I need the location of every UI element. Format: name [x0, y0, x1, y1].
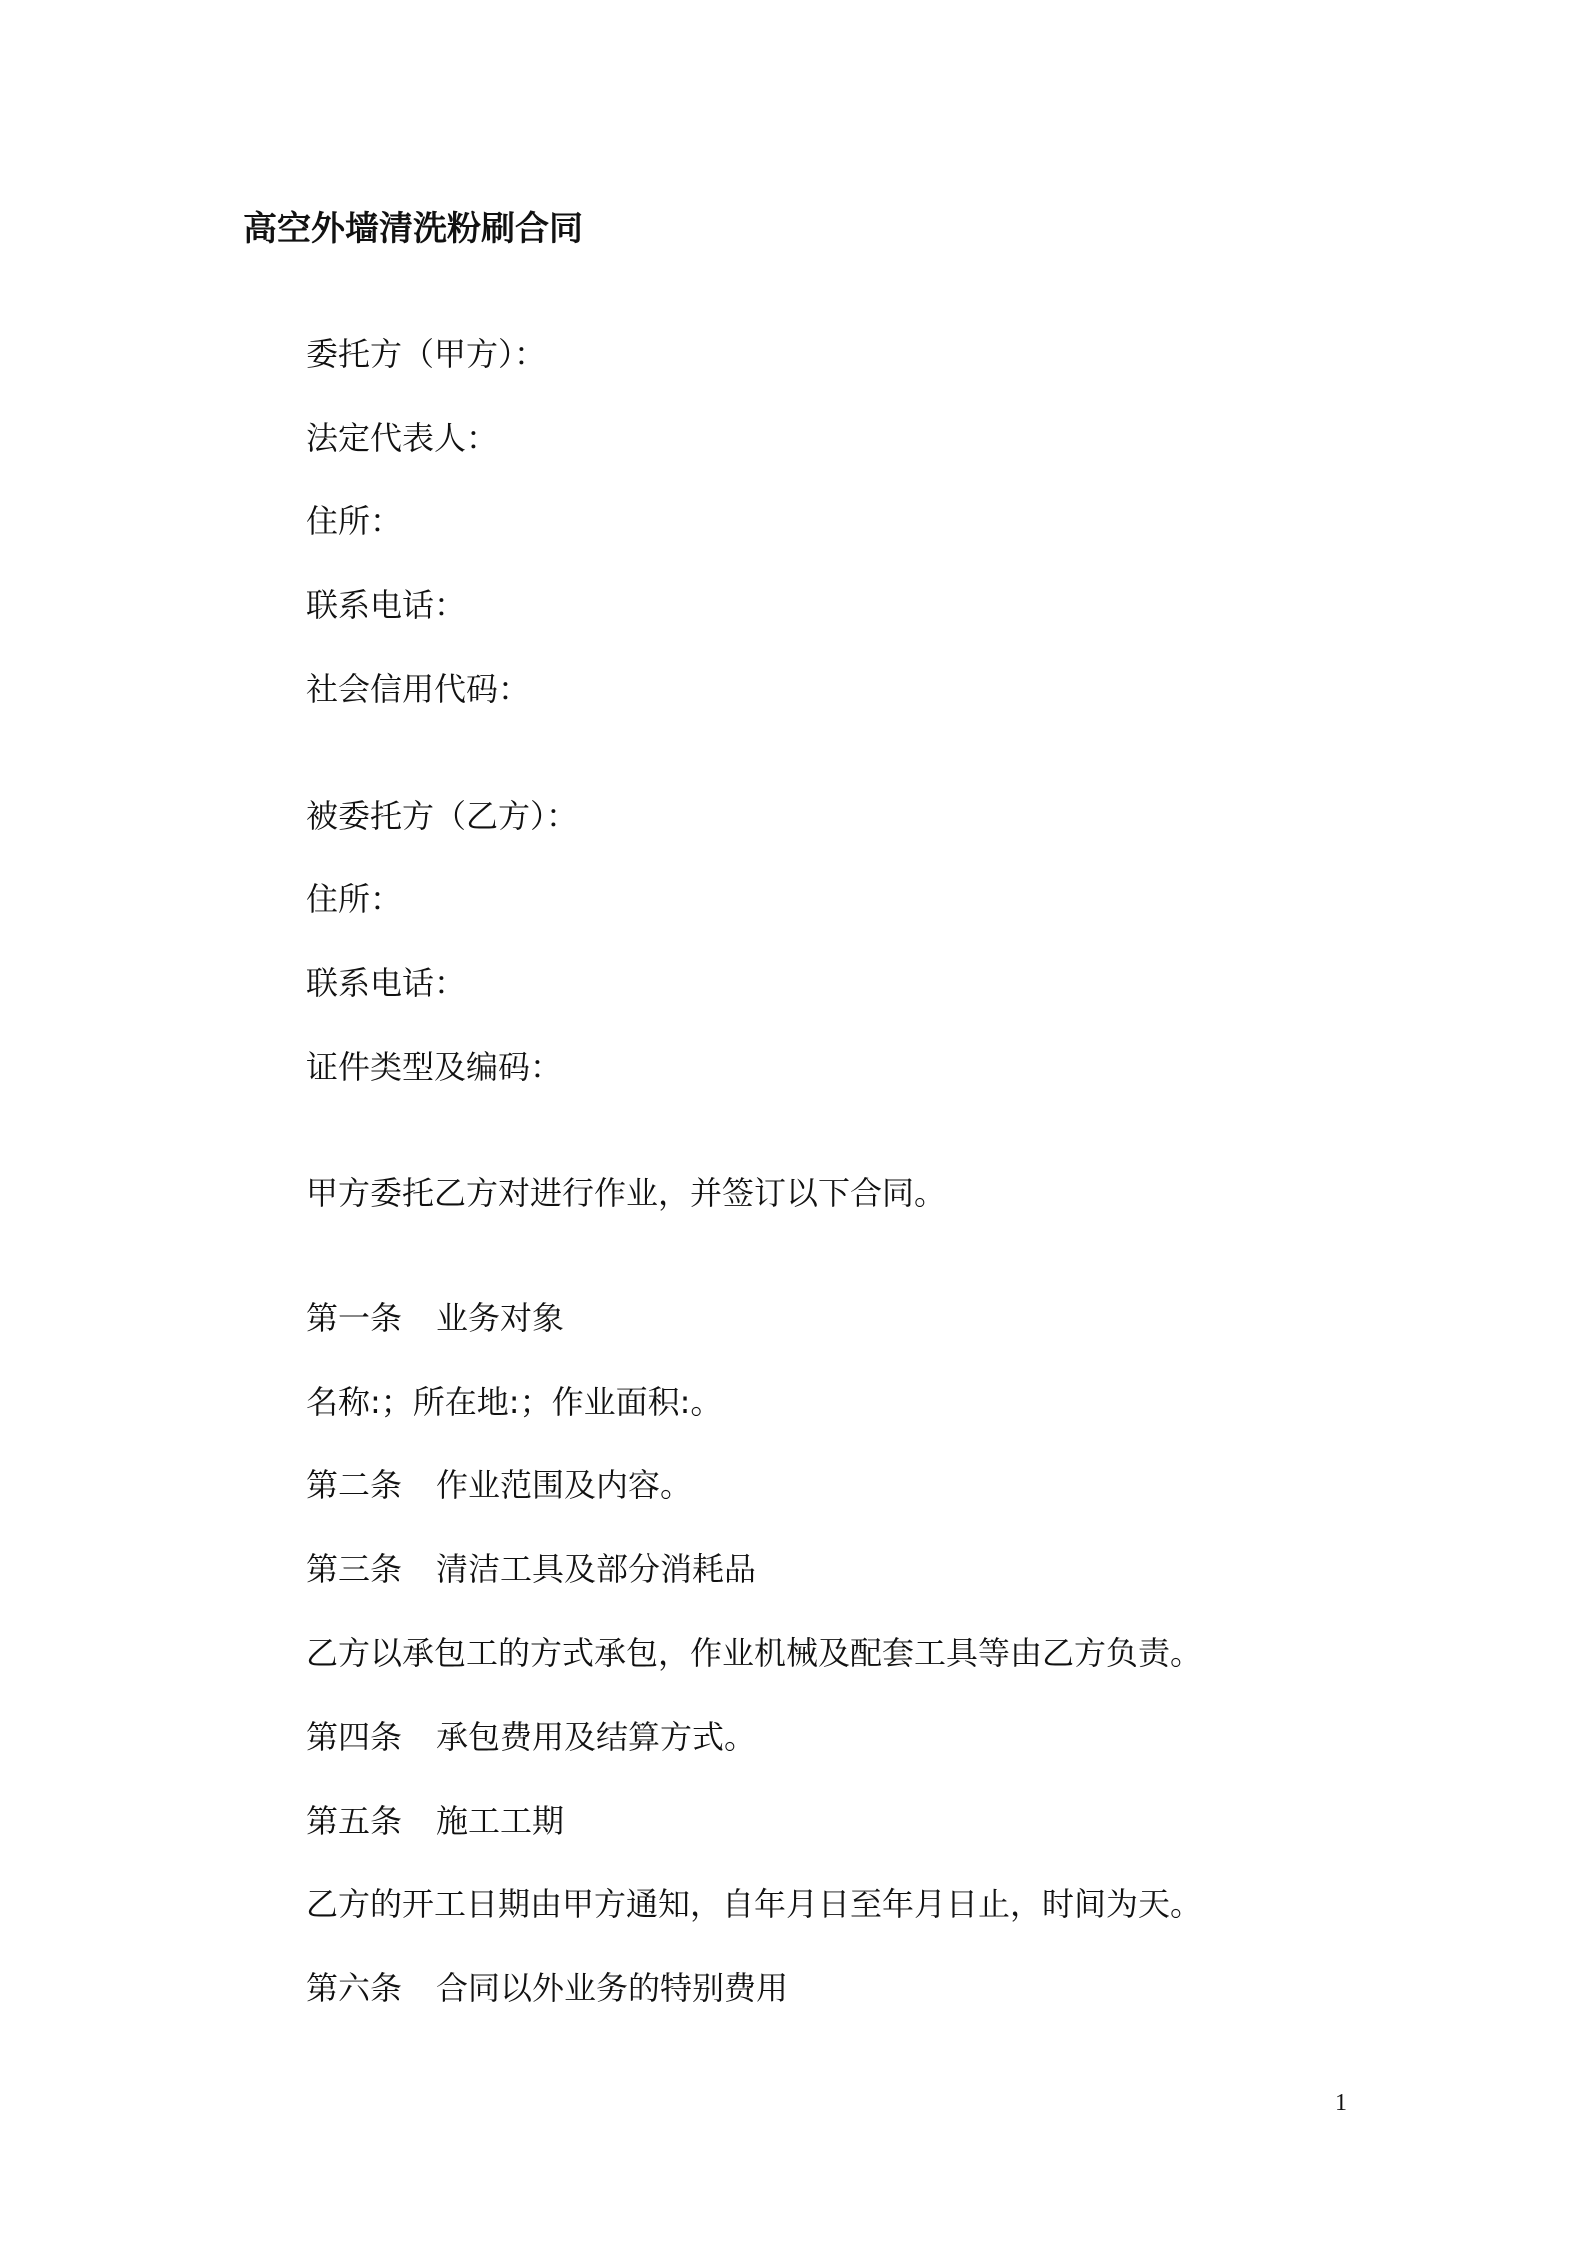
article-1-number: 第一条: [306, 1299, 403, 1337]
article-1-heading: [306, 1296, 564, 1340]
party-a-phone-field: 联系电话：: [306, 586, 467, 624]
party-a-address-field: 住所：: [306, 502, 403, 540]
article-6-number: 第六条: [306, 1969, 403, 2007]
article-1-body: 名称:；所在地:；作业面积:。: [306, 1383, 723, 1421]
party-a-legal-rep-field: 法定代表人：: [306, 419, 499, 457]
article-6-title: 合同以外业务的特别费用: [436, 1969, 789, 2007]
party-a-credit-code-field: 社会信用代码：: [306, 670, 531, 708]
article-3-body: 乙方以承包工的方式承包，作业机械及配套工具等由乙方负责。: [306, 1634, 1203, 1672]
party-b-contractor-field: 被委托方（乙方）：: [306, 797, 579, 835]
article-5-title: 施工工期: [436, 1802, 565, 1840]
article-4-number: 第四条: [306, 1718, 403, 1756]
document-title: 高空外墙清洗粉刷合同: [243, 209, 583, 249]
party-b-id-type-field: 证件类型及编码：: [306, 1048, 563, 1086]
party-a-client-field: 委托方（甲方）：: [306, 335, 547, 373]
page-number: 1: [1335, 2090, 1347, 2116]
article-3-title: 清洁工具及部分消耗品: [436, 1550, 757, 1588]
article-5-heading: [306, 1799, 564, 1843]
party-b-address-field: 住所：: [306, 880, 403, 918]
article-2-heading: [306, 1463, 692, 1507]
article-5-body: 乙方的开工日期由甲方通知，自年月日至年月日止，时间为天。: [306, 1885, 1203, 1923]
party-b-phone-field: 联系电话：: [306, 964, 467, 1002]
article-3-number: 第三条: [306, 1550, 403, 1588]
article-4-title: 承包费用及结算方式。: [436, 1718, 757, 1756]
article-6-heading: [306, 1966, 788, 2010]
article-5-number: 第五条: [306, 1802, 403, 1840]
article-1-title: 业务对象: [436, 1299, 565, 1337]
article-3-heading: [306, 1547, 756, 1591]
article-4-heading: [306, 1715, 756, 1759]
contract-preamble: 甲方委托乙方对进行作业，并签订以下合同。: [306, 1174, 947, 1212]
article-2-title: 作业范围及内容。: [436, 1466, 693, 1504]
article-2-number: 第二条: [306, 1466, 403, 1504]
